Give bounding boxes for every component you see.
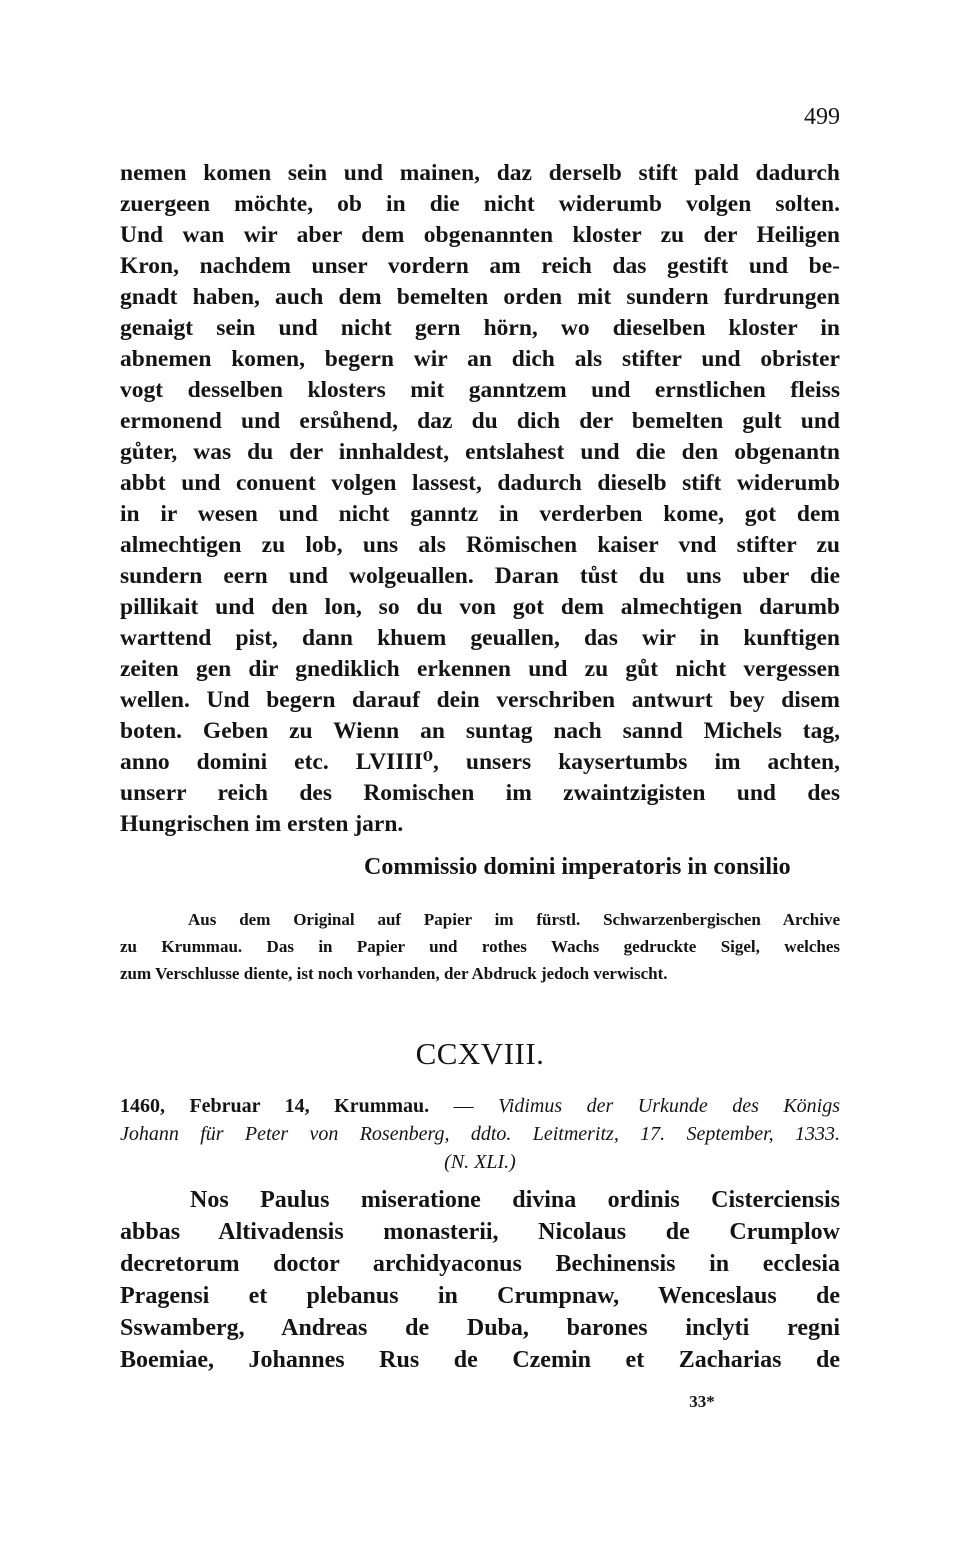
text-line: zeiten gen dir gnediklich erkennen und zu gůt nicht vergessen: [120, 656, 840, 682]
signature-mark: 33*: [689, 1392, 715, 1411]
text-line: gnadt haben, auch dem bemelten orden mit sundern furdrungen: [120, 284, 840, 310]
text-line: almechtigen zu lob, uns als Römischen kaiser vnd stifter zu: [120, 532, 840, 558]
archive-note: [120, 906, 840, 987]
document-body: [120, 1184, 840, 1376]
regest-date-place: 1460, Februar 14, Krummau.: [120, 1095, 430, 1117]
regest-line-3: (N. XLI.): [444, 1151, 516, 1173]
text-line: Und wan wir aber dem obgenannten kloster zu der Heiligen: [120, 222, 840, 248]
regest-title: Vidimus der Urkunde des Königs: [498, 1095, 840, 1117]
text-line: sundern eern und wolgeuallen. Daran tůst du uns uber die: [120, 563, 840, 589]
text-line: nemen komen sein und mainen, daz derselb stift pald dadurch: [120, 160, 840, 186]
text-line: Kron, nachdem unser vordern am reich das gestift und be-: [120, 253, 840, 279]
note-line: Aus dem Original auf Papier im fürstl. Schwarzenbergischen Archive: [188, 910, 840, 929]
text-line: abbt und conuent volgen lassest, dadurch dieselb stift widerumb: [120, 470, 840, 496]
text-line: Pragensi et plebanus in Crumpnaw, Wenceslaus de: [120, 1283, 840, 1309]
regest: [120, 1092, 840, 1176]
note-line: zum Verschlusse diente, ist noch vorhanden, der Abdruck jedoch verwischt.: [120, 964, 668, 983]
text-line: wellen. Und begern darauf dein verschriben antwurt bey disem: [120, 687, 840, 713]
text-line: abbas Altivadensis monasterii, Nicolaus de Crumplow: [120, 1219, 840, 1245]
document-number-heading: CCXVIII.: [415, 1036, 545, 1071]
commission-signature: Commissio domini imperatoris in consilio: [364, 854, 791, 880]
text-line: anno domini etc. LVIIII⁰, unsers kaysertumbs im achten,: [120, 749, 840, 775]
regest-dash: —: [429, 1095, 499, 1117]
text-line: Boemiae, Johannes Rus de Czemin et Zacharias de: [120, 1347, 840, 1373]
text-line: ermonend und ersůhend, daz du dich der bemelten gult und: [120, 408, 840, 434]
regest-line-2: Johann für Peter von Rosenberg, ddto. Leitmeritz, 17. September, 1333.: [120, 1123, 840, 1145]
text-line: genaigt sein und nicht gern hörn, wo dieselben kloster in: [120, 315, 840, 341]
text-line: in ir wesen und nicht ganntz in verderben kome, got dem: [120, 501, 840, 527]
text-line: decretorum doctor archidyaconus Bechinensis in ecclesia: [120, 1251, 840, 1277]
text-line: abnemen komen, begern wir an dich als stifter und obrister: [120, 346, 840, 372]
page-number: 499: [804, 104, 840, 130]
text-line: vogt desselben klosters mit ganntzem und ernstlichen fleiss: [120, 377, 840, 403]
main-text-block: [120, 158, 840, 840]
text-line: unserr reich des Romischen im zwaintzigisten und des: [120, 780, 840, 806]
text-line: Nos Paulus miseratione divina ordinis Cisterciensis: [190, 1187, 840, 1213]
text-line: zuergeen möchte, ob in die nicht widerumb volgen solten.: [120, 191, 840, 217]
regest-line-1: [120, 1092, 840, 1120]
text-line: Sswamberg, Andreas de Duba, barones inclyti regni: [120, 1315, 840, 1341]
text-line: Hungrischen im ersten jarn.: [120, 811, 404, 837]
text-line: warttend pist, dann khuem geuallen, das wir in kunftigen: [120, 625, 840, 651]
text-line: gůter, was du der innhaldest, entslahest und die den obgenantn: [120, 439, 840, 465]
text-line: boten. Geben zu Wienn an suntag nach sannd Michels tag,: [120, 718, 840, 744]
note-line: zu Krummau. Das in Papier und rothes Wachs gedruckte Sigel, welches: [120, 937, 840, 956]
text-line: pillikait und den lon, so du von got dem almechtigen darumb: [120, 594, 840, 620]
